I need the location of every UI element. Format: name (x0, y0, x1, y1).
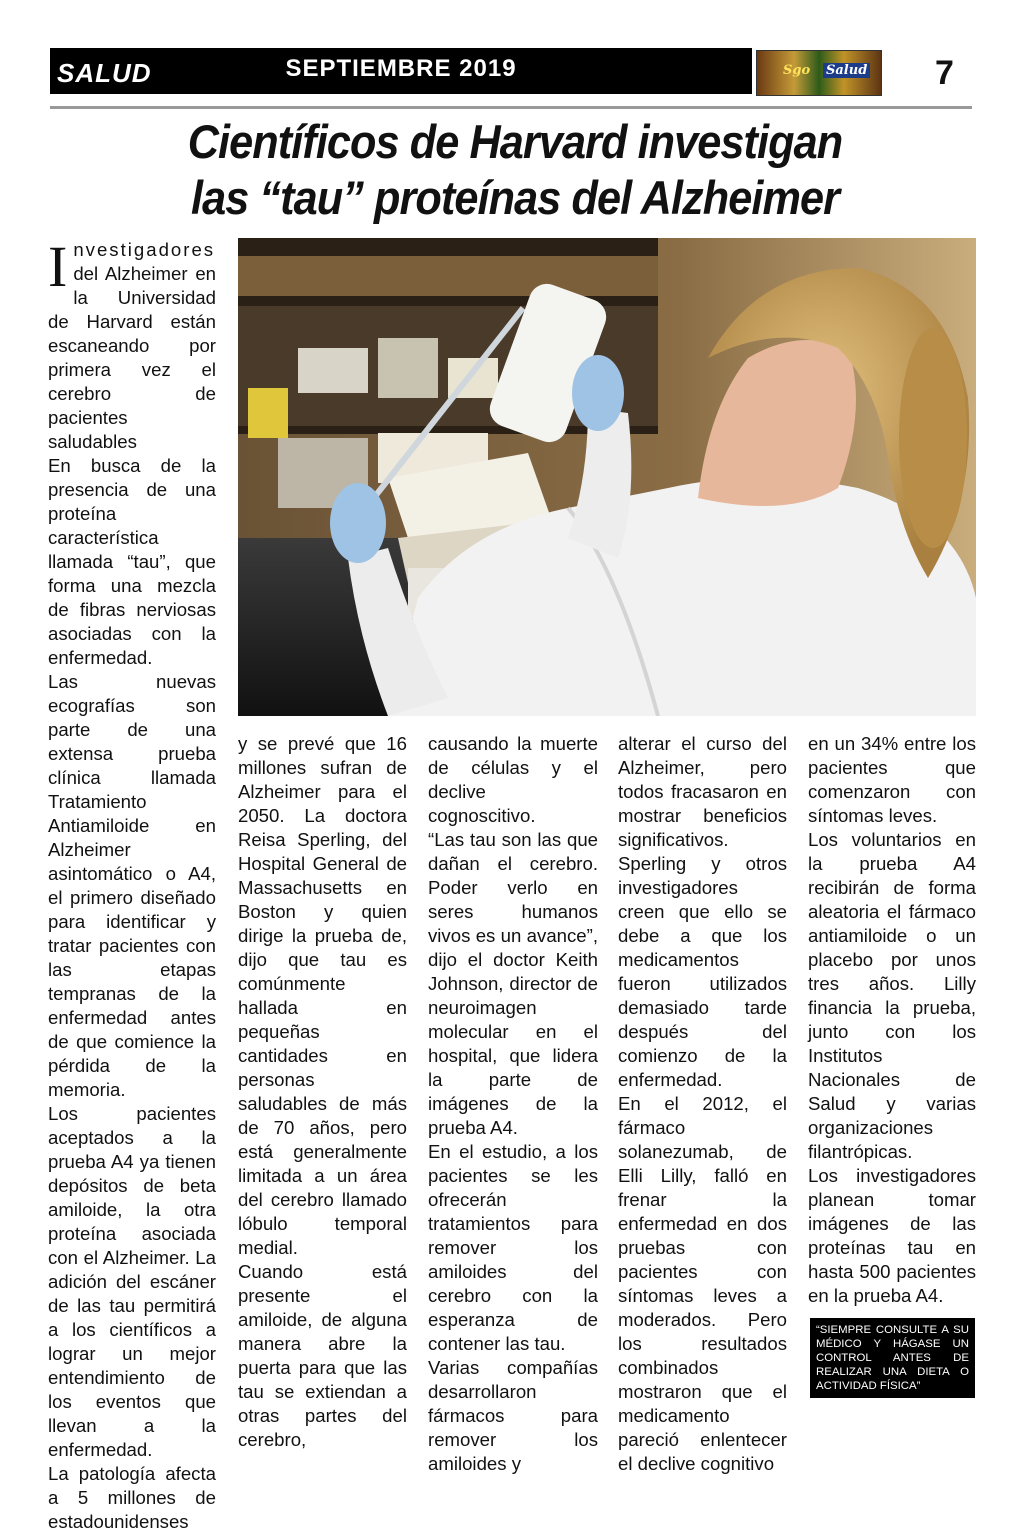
title-line-1: Científicos de Harvard investigan (187, 115, 843, 168)
logo-text-left: Sgo (783, 63, 811, 78)
lab-photo (238, 238, 976, 716)
paragraph: Los voluntarios en la prueba A4 recibirán de forma aleatoria el fármaco antiamiloide o un placebo por unos tres años. Lilly financia la prueba, junto con los Institutos Nacionales de Salud y varias organizaciones filantrópicas. (808, 829, 976, 1162)
lab-photo-illustration (238, 238, 976, 716)
paragraph: causando la muerte de células y el declive cognoscitivo. (428, 733, 598, 826)
article-title (179, 114, 851, 226)
article-column-4 (618, 732, 787, 1476)
paragraph: “Las tau son las que dañan el cerebro. Poder verlo en seres humanos vivos es un avance”, dijo el doctor Keith Johnson, director de neuroimagen molecular en el hospital, que lidera la parte de imágenes de la prueba A4. (428, 829, 598, 1138)
paragraph: Los investigadores planean tomar imágenes de las proteínas tau en hasta 500 pacientes en la prueba A4. (808, 1165, 976, 1306)
paragraph: En el 2012, el fármaco solanezumab, de Elli Lilly, falló en frenar la enfermedad en dos pruebas con pacientes con síntomas leves a moderados. Pero los resultados combinados mostraron que el medicamento pareció enlentecer el declive cognitivo (618, 1093, 787, 1474)
header-divider (50, 106, 972, 109)
paragraph: Cuando está presente el amiloide, de alguna manera abre la puerta para que las tau se extiendan a otras partes del cerebro, (238, 1261, 407, 1450)
title-line-2: las “tau” proteínas del Alzheimer (190, 171, 840, 224)
header-bar (50, 48, 752, 94)
article-column-1 (48, 234, 216, 1534)
article-column-2 (238, 732, 407, 1452)
issue-date: SEPTIEMBRE 2019 (285, 55, 517, 82)
paragraph: y se prevé que 16 millones sufran de Alzheimer para el 2050. La doctora Reisa Sperling, del Hospital General de Massachusetts en Boston y quien dirige la prueba de, dijo que tau es comúnmente hallada en pequeñas cantidades en personas saludables de más de 70 años, pero está generalmente limitada a un área del cerebro llamado lóbulo temporal medial. (238, 733, 407, 1258)
paragraph: La patología afecta a 5 millones de estadounidenses (48, 1463, 216, 1532)
drop-cap: I (48, 234, 68, 299)
health-notice-box: “SIEMPRE CONSULTE A SU MÉDICO Y HÁGASE UN CONTROL ANTES DE REALIZAR UNA DIETA O ACTIVIDAD FÍSICA” (810, 1318, 975, 1398)
paragraph: En el estudio, a los pacientes se les ofrecerán tratamientos para remover los amiloides del cerebro con la esperanza de contener las tau. (428, 1141, 598, 1354)
paragraph: del Alzheimer en la Universidad de Harvard están escaneando por primera vez el cerebro de pacientes saludables (48, 263, 216, 452)
article-column-5 (808, 732, 976, 1308)
page-number: 7 (935, 54, 954, 92)
logo-text-right: Salud (823, 63, 870, 78)
article-column-3 (428, 732, 598, 1476)
section-label: SALUD (57, 58, 152, 88)
paragraph: Los pacientes aceptados a la prueba A4 ya tienen depósitos de beta amiloide, la otra proteína asociada con el Alzheimer. La adición del escáner de las tau permitirá a los científicos a lograr un mejor entendimiento de los eventos que llevan a la enfermedad. (48, 1103, 216, 1460)
paragraph: en un 34% entre los pacientes que comenzaron con síntomas leves. (808, 733, 976, 826)
paragraph: Varias compañías desarrollaron fármacos para remover los amiloides y (428, 1357, 598, 1474)
paragraph: alterar el curso del Alzheimer, pero todos fracasaron en mostrar beneficios significativos. Sperling y otros investigadores creen que ello se debe a que los medicamentos fueron utilizados demasiado tarde después del comienzo de la enfermedad. (618, 733, 787, 1090)
publication-logo (756, 50, 882, 96)
paragraph: Las nuevas ecografías son parte de una extensa prueba clínica llamada Tratamiento Antiamiloide en Alzheimer asintomático o A4, el primero diseñado para identificar y tratar pacientes con las etapas tempranas de la enfermedad antes de que comience la pérdida de la memoria. (48, 671, 216, 1100)
paragraph: En busca de la presencia de una proteína característica llamada “tau”, que forma una mezcla de fibras nerviosas asociadas con la enfermedad. (48, 455, 216, 668)
lead-word: nvestigadores (73, 239, 216, 260)
